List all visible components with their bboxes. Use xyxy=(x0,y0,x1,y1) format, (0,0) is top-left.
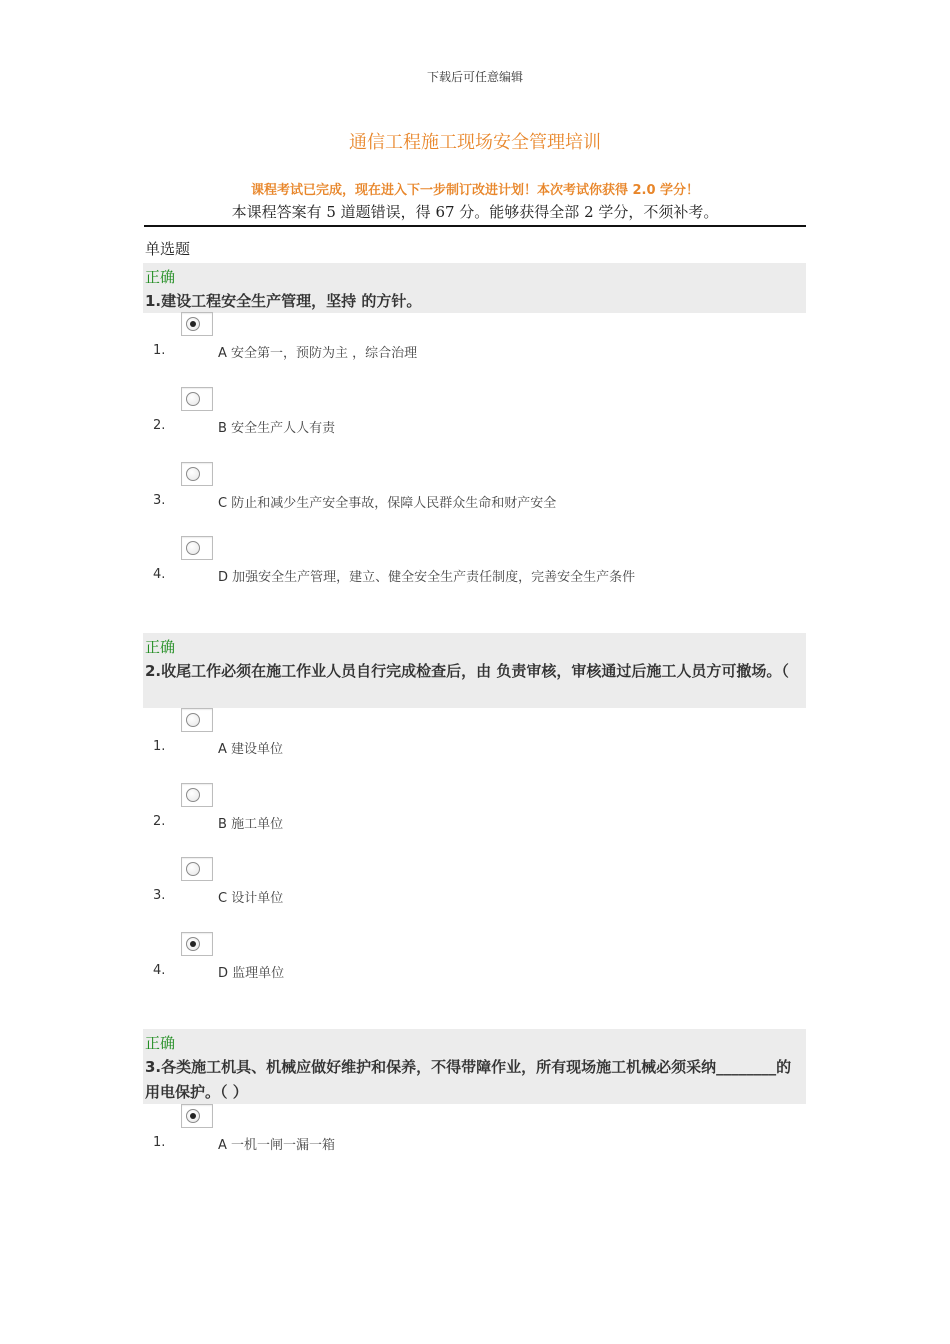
option-number: 4. xyxy=(153,963,166,978)
radio-checked-icon xyxy=(186,317,200,331)
option-number: 1. xyxy=(153,1135,166,1150)
option-radio[interactable] xyxy=(181,312,213,336)
option-radio[interactable] xyxy=(181,536,213,560)
question-header xyxy=(143,633,806,708)
radio-unchecked-icon xyxy=(186,541,200,555)
option-label: A 一机一闸一漏一箱 xyxy=(218,1138,336,1153)
divider xyxy=(144,225,806,227)
radio-unchecked-icon xyxy=(186,862,200,876)
option-label: B 安全生产人人有责 xyxy=(218,421,336,436)
option-number: 1. xyxy=(153,343,166,358)
question-text: 2.收尾工作必须在施工作业人员自行完成检查后，由 负责审核，审核通过后施工人员方可撤场。（ xyxy=(145,662,789,680)
option-radio[interactable] xyxy=(181,857,213,881)
option-radio[interactable] xyxy=(181,462,213,486)
option-label: A 建设单位 xyxy=(218,742,284,757)
radio-unchecked-icon xyxy=(186,713,200,727)
option-number: 2. xyxy=(153,814,166,829)
radio-unchecked-icon xyxy=(186,392,200,406)
exam-summary: 本课程答案有 5 道题错误，得 67 分。能够获得全部 2 学分，不须补考。 xyxy=(231,203,719,221)
question-header xyxy=(143,263,806,313)
option-radio[interactable] xyxy=(181,387,213,411)
radio-unchecked-icon xyxy=(186,788,200,802)
option-number: 1. xyxy=(153,739,166,754)
option-radio[interactable] xyxy=(181,932,213,956)
option-radio[interactable] xyxy=(181,708,213,732)
result-label: 正确 xyxy=(145,638,176,656)
page-title: 通信工程施工现场安全管理培训 xyxy=(349,132,601,153)
question-text: 3.各类施工机具、机械应做好维护和保养，不得带障作业，所有现场施工机械必须采纳________的用电保护。（ ） xyxy=(145,1058,792,1101)
result-label: 正确 xyxy=(145,1034,176,1052)
question-header xyxy=(143,1029,806,1104)
option-label: B 施工单位 xyxy=(218,817,284,832)
option-radio[interactable] xyxy=(181,1104,213,1128)
option-label: D 监理单位 xyxy=(218,966,285,981)
option-label: C 设计单位 xyxy=(218,891,284,906)
radio-unchecked-icon xyxy=(186,467,200,481)
radio-checked-icon xyxy=(186,1109,200,1123)
option-number: 4. xyxy=(153,567,166,582)
radio-checked-icon xyxy=(186,937,200,951)
page-header: 下载后可任意编辑 xyxy=(426,70,523,84)
question-text: 1.建设工程安全生产管理，坚持 的方针。 xyxy=(145,292,422,310)
option-label: A 安全第一，预防为主 ，综合治理 xyxy=(218,346,418,361)
option-radio[interactable] xyxy=(181,783,213,807)
option-number: 2. xyxy=(153,418,166,433)
section-title: 单选题 xyxy=(145,240,191,258)
result-label: 正确 xyxy=(145,268,176,286)
option-label: D 加强安全生产管理，建立、健全安全生产责任制度，完善安全生产条件 xyxy=(218,570,636,585)
option-number: 3. xyxy=(153,888,166,903)
exam-status: 课程考试已完成，现在进入下一步制订改进计划！本次考试你获得 2.0 学分！ xyxy=(250,183,700,198)
option-number: 3. xyxy=(153,493,166,508)
option-label: C 防止和减少生产安全事故，保障人民群众生命和财产安全 xyxy=(218,496,557,511)
